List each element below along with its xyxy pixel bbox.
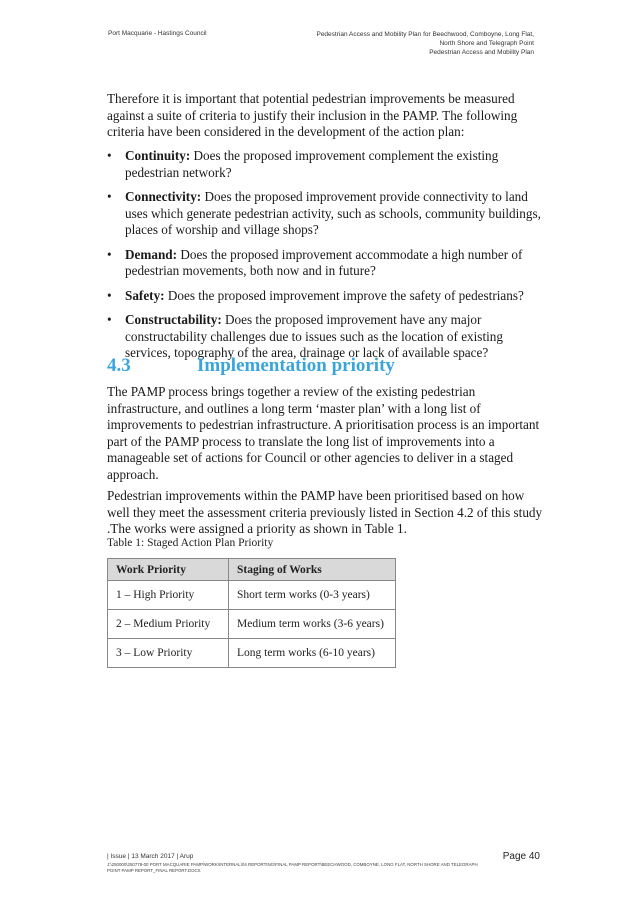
table-header-row — [108, 559, 396, 581]
criteria-text: Does the proposed improvement provide connectivity to land uses which generate pedestrian activity, such as schools, community buildings, places of worship and village shops? — [125, 189, 541, 237]
criteria-text: Does the proposed improvement complement the existing pedestrian network? — [125, 148, 499, 180]
header-title-line-2: North Shore and Telegraph Point — [439, 40, 534, 48]
column-header-work-priority: Work Priority — [108, 559, 229, 581]
criteria-text: Does the proposed improvement improve the safety of pedestrians? — [164, 287, 524, 303]
criteria-text: Does the proposed improvement accommodate a high number of pedestrian movements, both now and in future? — [125, 246, 523, 278]
column-header-staging-of-works: Staging of Works — [229, 559, 396, 581]
header-title-line-3: Pedestrian Access and Mobility Plan — [429, 49, 534, 57]
table-cell-staging: Long term works (6-10 years) — [229, 639, 396, 668]
intro-paragraph: Therefore it is important that potential pedestrian improvements be measured against a suite of criteria to justify their inclusion in the PAMP. The following criteria have been considered in the development of the action plan: — [107, 91, 518, 139]
criteria-item-connectivity — [107, 189, 547, 239]
criteria-term: Constructability: — [125, 312, 222, 327]
header-organization: Port Macquarie - Hastings Council — [108, 30, 207, 37]
criteria-text: Does the proposed improvement have any major constructability challenges due to issues such as the location of existing services, topography of the area, drainage or lack of available space? — [125, 312, 503, 360]
footer-file-path: J:\250000\250778-00 PORT MACQUARIE PAMP\WORK\INTERNAL\04 REPORTING\FINAL PAMP REPORT\BEECHWOOD, COMBOYNE, LONG FLAT, NORTH SHORE AND TELEGRAPH POINT PAMP REPORT_FINAL REPORT.DOCX — [107, 862, 478, 873]
paragraph-prioritisation-process: The PAMP process brings together a review of the existing pedestrian infrastructure, and outlines a long term ‘master plan’ with a long list of improvements to pedestrian infrastructure. A prioritisation process is an important part of the PAMP process to translate the long list of improvements into a manageable set of actions for Council or other agencies to deliver in a staged approach. — [107, 384, 540, 482]
table-row — [108, 639, 396, 668]
table-caption: Table 1: Staged Action Plan Priority — [107, 537, 274, 549]
table-cell-priority: 2 – Medium Priority — [108, 610, 229, 639]
section-heading — [107, 355, 395, 377]
header-title-line-1: Pedestrian Access and Mobility Plan for Beechwood, Comboyne, Long Flat, — [316, 31, 534, 38]
footer-issue-info: | Issue | 13 March 2017 | Arup — [107, 853, 194, 860]
criteria-item-safety — [107, 288, 547, 305]
table-cell-staging: Medium term works (3-6 years) — [229, 610, 396, 639]
criteria-item-continuity — [107, 148, 547, 181]
section-title: Implementation priority — [197, 355, 395, 376]
paragraph-assessment-criteria: Pedestrian improvements within the PAMP have been prioritised based on how well they meet the assessment criteria previously listed in Section 4.2 of this study .The works were assigned a priority as shown in Table 1. — [107, 488, 543, 536]
criteria-term: Demand: — [125, 246, 178, 262]
footer-page-number: Page 40 — [502, 851, 540, 862]
table-cell-priority: 1 – High Priority — [108, 581, 229, 610]
header-document-title — [234, 30, 534, 58]
table-row — [108, 610, 396, 639]
table-row — [108, 581, 396, 610]
table-cell-staging: Short term works (0-3 years) — [229, 581, 396, 610]
criteria-term: Safety: — [125, 287, 165, 303]
criteria-item-demand — [107, 247, 547, 280]
priority-table — [107, 558, 396, 668]
criteria-term: Continuity: — [125, 148, 191, 163]
criteria-list — [107, 148, 547, 370]
table-cell-priority: 3 – Low Priority — [108, 639, 229, 668]
criteria-term: Connectivity: — [125, 189, 202, 204]
section-number: 4.3 — [107, 355, 131, 376]
